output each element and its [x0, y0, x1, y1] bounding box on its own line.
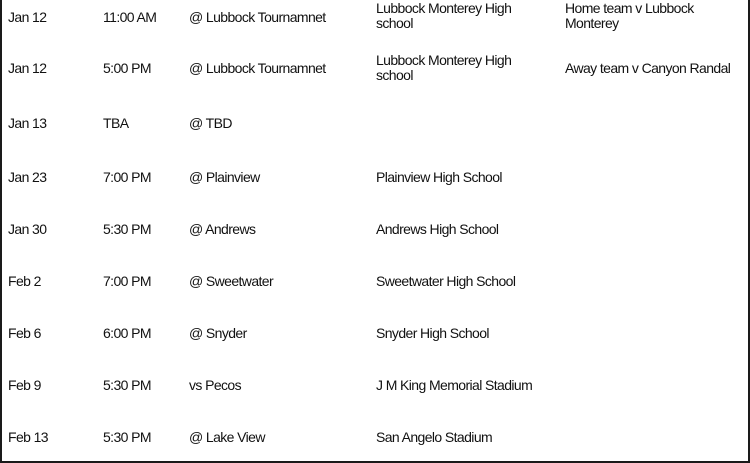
game-time: 7:00 PM — [103, 169, 151, 185]
game-location: Snyder High School — [376, 325, 489, 341]
schedule-row — [2, 144, 748, 196]
game-date: Jan 12 — [8, 9, 47, 25]
schedule-table — [2, 0, 748, 456]
game-opponent: @ TBD — [189, 115, 232, 131]
game-opponent: @ Lake View — [189, 429, 265, 445]
schedule-row — [2, 0, 748, 40]
schedule-row — [2, 404, 748, 456]
game-time: 5:30 PM — [103, 221, 151, 237]
game-opponent: @ Lubbock Tournamnet — [189, 9, 326, 25]
game-opponent: @ Snyder — [189, 325, 247, 341]
game-date: Jan 12 — [8, 60, 47, 76]
schedule-row — [2, 352, 748, 404]
game-time: 11:00 AM — [103, 9, 157, 25]
schedule-row — [2, 196, 748, 248]
game-date: Jan 23 — [8, 169, 47, 185]
game-time: 5:30 PM — [103, 377, 151, 393]
game-time: 5:00 PM — [103, 60, 151, 76]
schedule-row — [2, 90, 748, 144]
game-date: Feb 6 — [8, 325, 41, 341]
game-opponent: @ Sweetwater — [189, 273, 274, 289]
game-note: Home team v Lubbock Monterey — [565, 0, 694, 31]
game-opponent: vs Pecos — [189, 377, 241, 393]
game-note: Away team v Canyon Randal — [565, 60, 731, 76]
game-location: San Angelo Stadium — [376, 429, 493, 445]
game-date: Jan 30 — [8, 221, 47, 237]
schedule-row — [2, 40, 748, 90]
game-time: 7:00 PM — [103, 273, 151, 289]
schedule-row — [2, 300, 748, 352]
game-date: Jan 13 — [8, 115, 47, 131]
game-location: Plainview High School — [376, 169, 502, 185]
game-time: TBA — [103, 115, 129, 131]
game-opponent: @ Plainview — [189, 169, 260, 185]
game-date: Feb 13 — [8, 429, 48, 445]
game-location: Andrews High School — [376, 221, 499, 237]
game-time: 6:00 PM — [103, 325, 151, 341]
game-location: Lubbock Monterey High school — [376, 52, 512, 83]
game-location: Sweetwater High School — [376, 273, 516, 289]
game-opponent: @ Lubbock Tournamnet — [189, 60, 326, 76]
game-location: J M King Memorial Stadium — [376, 377, 533, 393]
schedule-row — [2, 248, 748, 300]
game-time: 5:30 PM — [103, 429, 151, 445]
game-date: Feb 2 — [8, 273, 41, 289]
game-opponent: @ Andrews — [189, 221, 256, 237]
game-date: Feb 9 — [8, 377, 41, 393]
game-location: Lubbock Monterey High school — [376, 0, 512, 31]
